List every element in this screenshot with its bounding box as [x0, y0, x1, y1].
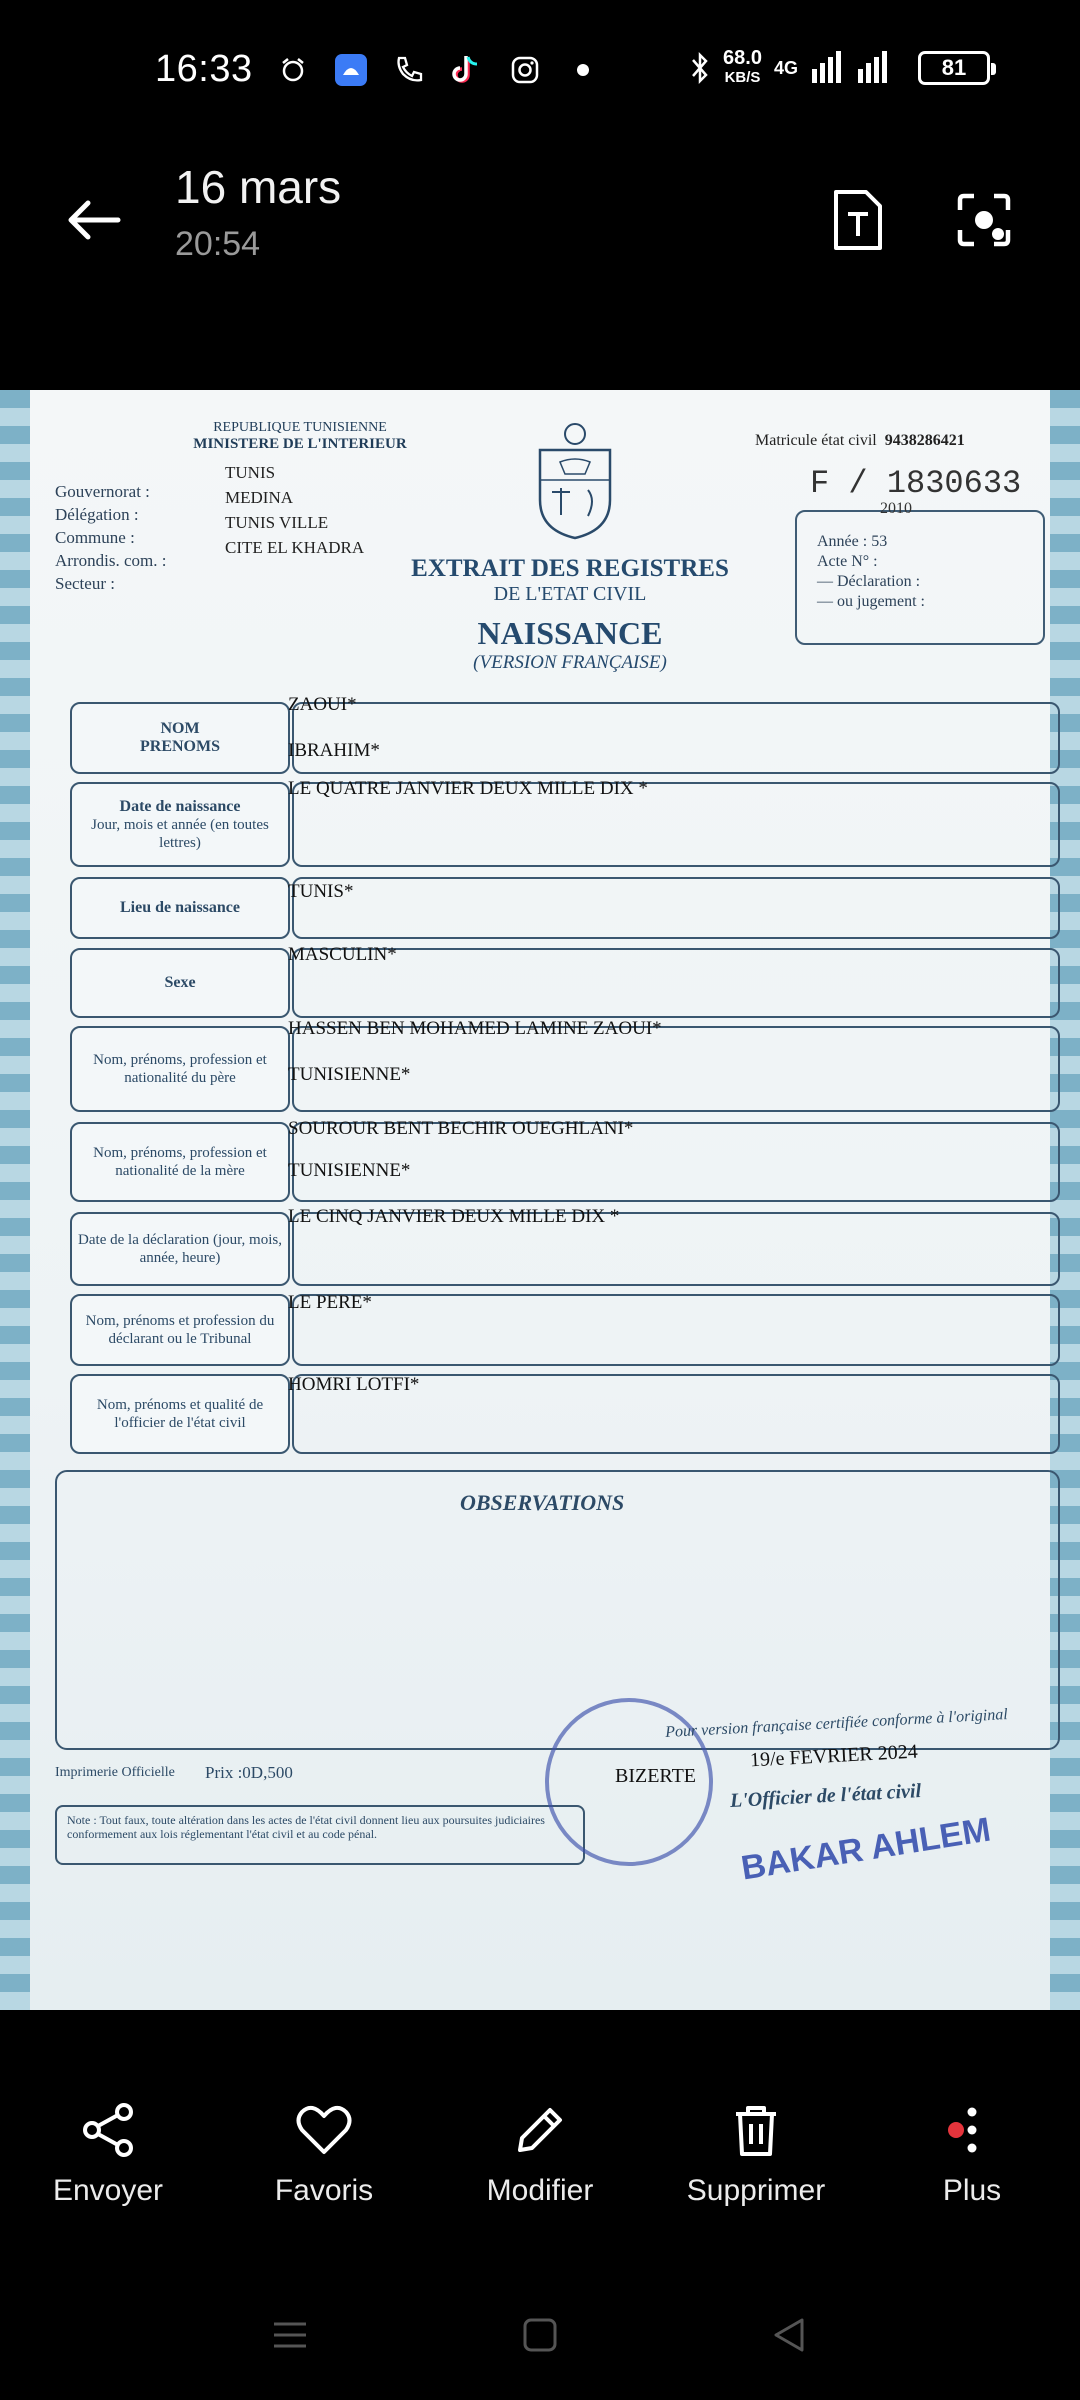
locality-labels: Gouvernorat : Délégation : Commune : Arrondis. com. : Secteur : — [55, 482, 167, 593]
locality-values: TUNIS MEDINA TUNIS VILLE CITE EL KHADRA — [225, 463, 365, 557]
observations-title: OBSERVATIONS — [460, 1490, 625, 1515]
field-row-sex: Sexe MASCULIN* — [70, 948, 1060, 1018]
extract-text-button[interactable] — [818, 180, 898, 260]
favorite-button[interactable]: Favoris — [216, 2100, 432, 2240]
delete-button[interactable]: Supprimer — [648, 2100, 864, 2240]
edit-button[interactable]: Modifier — [432, 2100, 648, 2240]
certification-date: 19/e FEVRIER 2024 — [749, 1740, 919, 1772]
battery-indicator: 81 — [918, 51, 990, 85]
doc-type: NAISSANCE — [477, 615, 663, 651]
dot-icon — [565, 52, 601, 88]
system-navigation-bar — [0, 2290, 1080, 2380]
share-icon — [78, 2100, 138, 2160]
phone-icon — [391, 52, 427, 88]
officer-title: L'Officier de l'état civil — [729, 1780, 922, 1812]
price-label: Prix :0D,500 — [205, 1763, 293, 1782]
tiktok-icon — [449, 52, 485, 88]
document-photo[interactable] — [0, 390, 1080, 2010]
field-row-officer: Nom, prénoms et qualité de l'officier de l'état civil HOMRI LOTFI* — [70, 1374, 1060, 1454]
home-nav-button[interactable] — [520, 2315, 560, 2355]
guilloche-border-left — [0, 390, 30, 2010]
field-row-name: NOM PRENOMS ZAOUI* IBRAHIM* — [70, 702, 1060, 774]
certification-text: Pour version française certifiée conforme à l'original — [664, 1706, 1009, 1741]
photo-date: 16 mars — [175, 161, 342, 213]
officer-signature: BAKAR AHLEM — [738, 1810, 994, 1888]
field-row-birthplace: Lieu de naissance TUNIS* — [70, 877, 1060, 939]
back-button[interactable] — [60, 185, 130, 255]
matricule: Matricule état civil 9438286421 — [755, 432, 965, 449]
instagram-icon — [507, 52, 543, 88]
signal-icon — [810, 51, 906, 85]
network-type: 4G — [773, 57, 798, 78]
viewer-header — [0, 140, 1080, 390]
field-row-declarant: Nom, prénoms et profession du déclarant ou le Tribunal LE PERE* — [70, 1294, 1060, 1366]
form-year: 2010 — [880, 500, 912, 517]
field-row-declaration-date: Date de la déclaration (jour, mois, année, heure) LE CINQ JANVIER DEUX MILLE DIX * — [70, 1212, 1060, 1286]
net-speed: 68.0 KB/S — [723, 47, 762, 86]
legal-note: Note : Tout faux, toute altération dans les actes de l'état civil donnent lieu aux poursuites judiciaires conformement aux lois réglementant l'état civil et au code pénal. — [55, 1805, 585, 1865]
registration-box: Année : 53 Acte N° : — Déclaration : — ou jugement : — [795, 510, 1045, 645]
photo-time: 20:54 — [175, 225, 261, 263]
issuer-block: REPUBLIQUE TUNISIENNE MINISTERE DE L'INTERIEUR — [193, 420, 407, 452]
heart-icon — [294, 2100, 354, 2160]
scan-icon — [954, 190, 1014, 250]
document-text-icon — [830, 188, 886, 252]
menu-nav-button[interactable] — [270, 2315, 310, 2355]
arrow-left-icon — [60, 185, 130, 255]
alarm-icon — [275, 52, 311, 88]
form-number: F / 1830633 — [810, 465, 1022, 502]
bluetooth-icon — [689, 51, 711, 85]
field-row-father: Nom, prénoms, profession et nationalité du père HASSEN BEN MOHAMED LAMINE ZAOUI* TUNISIENNE* — [70, 1026, 1060, 1112]
lens-button[interactable] — [944, 180, 1024, 260]
trash-icon — [726, 2100, 786, 2160]
field-row-birthdate: Date de naissance Jour, mois et année (en toutes lettres) LE QUATRE JANVIER DEUX MILLE DIX * — [70, 782, 1060, 867]
stamp-city: BIZERTE — [615, 1765, 697, 1787]
doc-title: EXTRAIT DES REGISTRES — [411, 555, 729, 582]
status-time: 16:33 — [155, 48, 253, 90]
field-row-mother: Nom, prénoms, profession et nationalité de la mère SOUROUR BENT BECHIR OUEGHLANI* TUNISIENNE* — [70, 1122, 1060, 1202]
back-nav-button[interactable] — [770, 2315, 810, 2355]
status-bar — [0, 0, 1080, 140]
birth-certificate — [40, 390, 1060, 2010]
tunisia-emblem-icon — [530, 420, 620, 540]
more-button[interactable]: Plus — [864, 2100, 1080, 2240]
send-button[interactable]: Envoyer — [0, 2100, 216, 2240]
printer-label: Imprimerie Officielle — [55, 1765, 175, 1780]
pencil-icon — [510, 2100, 570, 2160]
doc-version: (VERSION FRANÇAISE) — [473, 652, 667, 673]
notification-dot — [948, 2122, 964, 2138]
bottom-action-bar — [0, 2100, 1080, 2240]
app-icon — [333, 52, 369, 88]
doc-subtitle: DE L'ETAT CIVIL — [493, 583, 647, 605]
